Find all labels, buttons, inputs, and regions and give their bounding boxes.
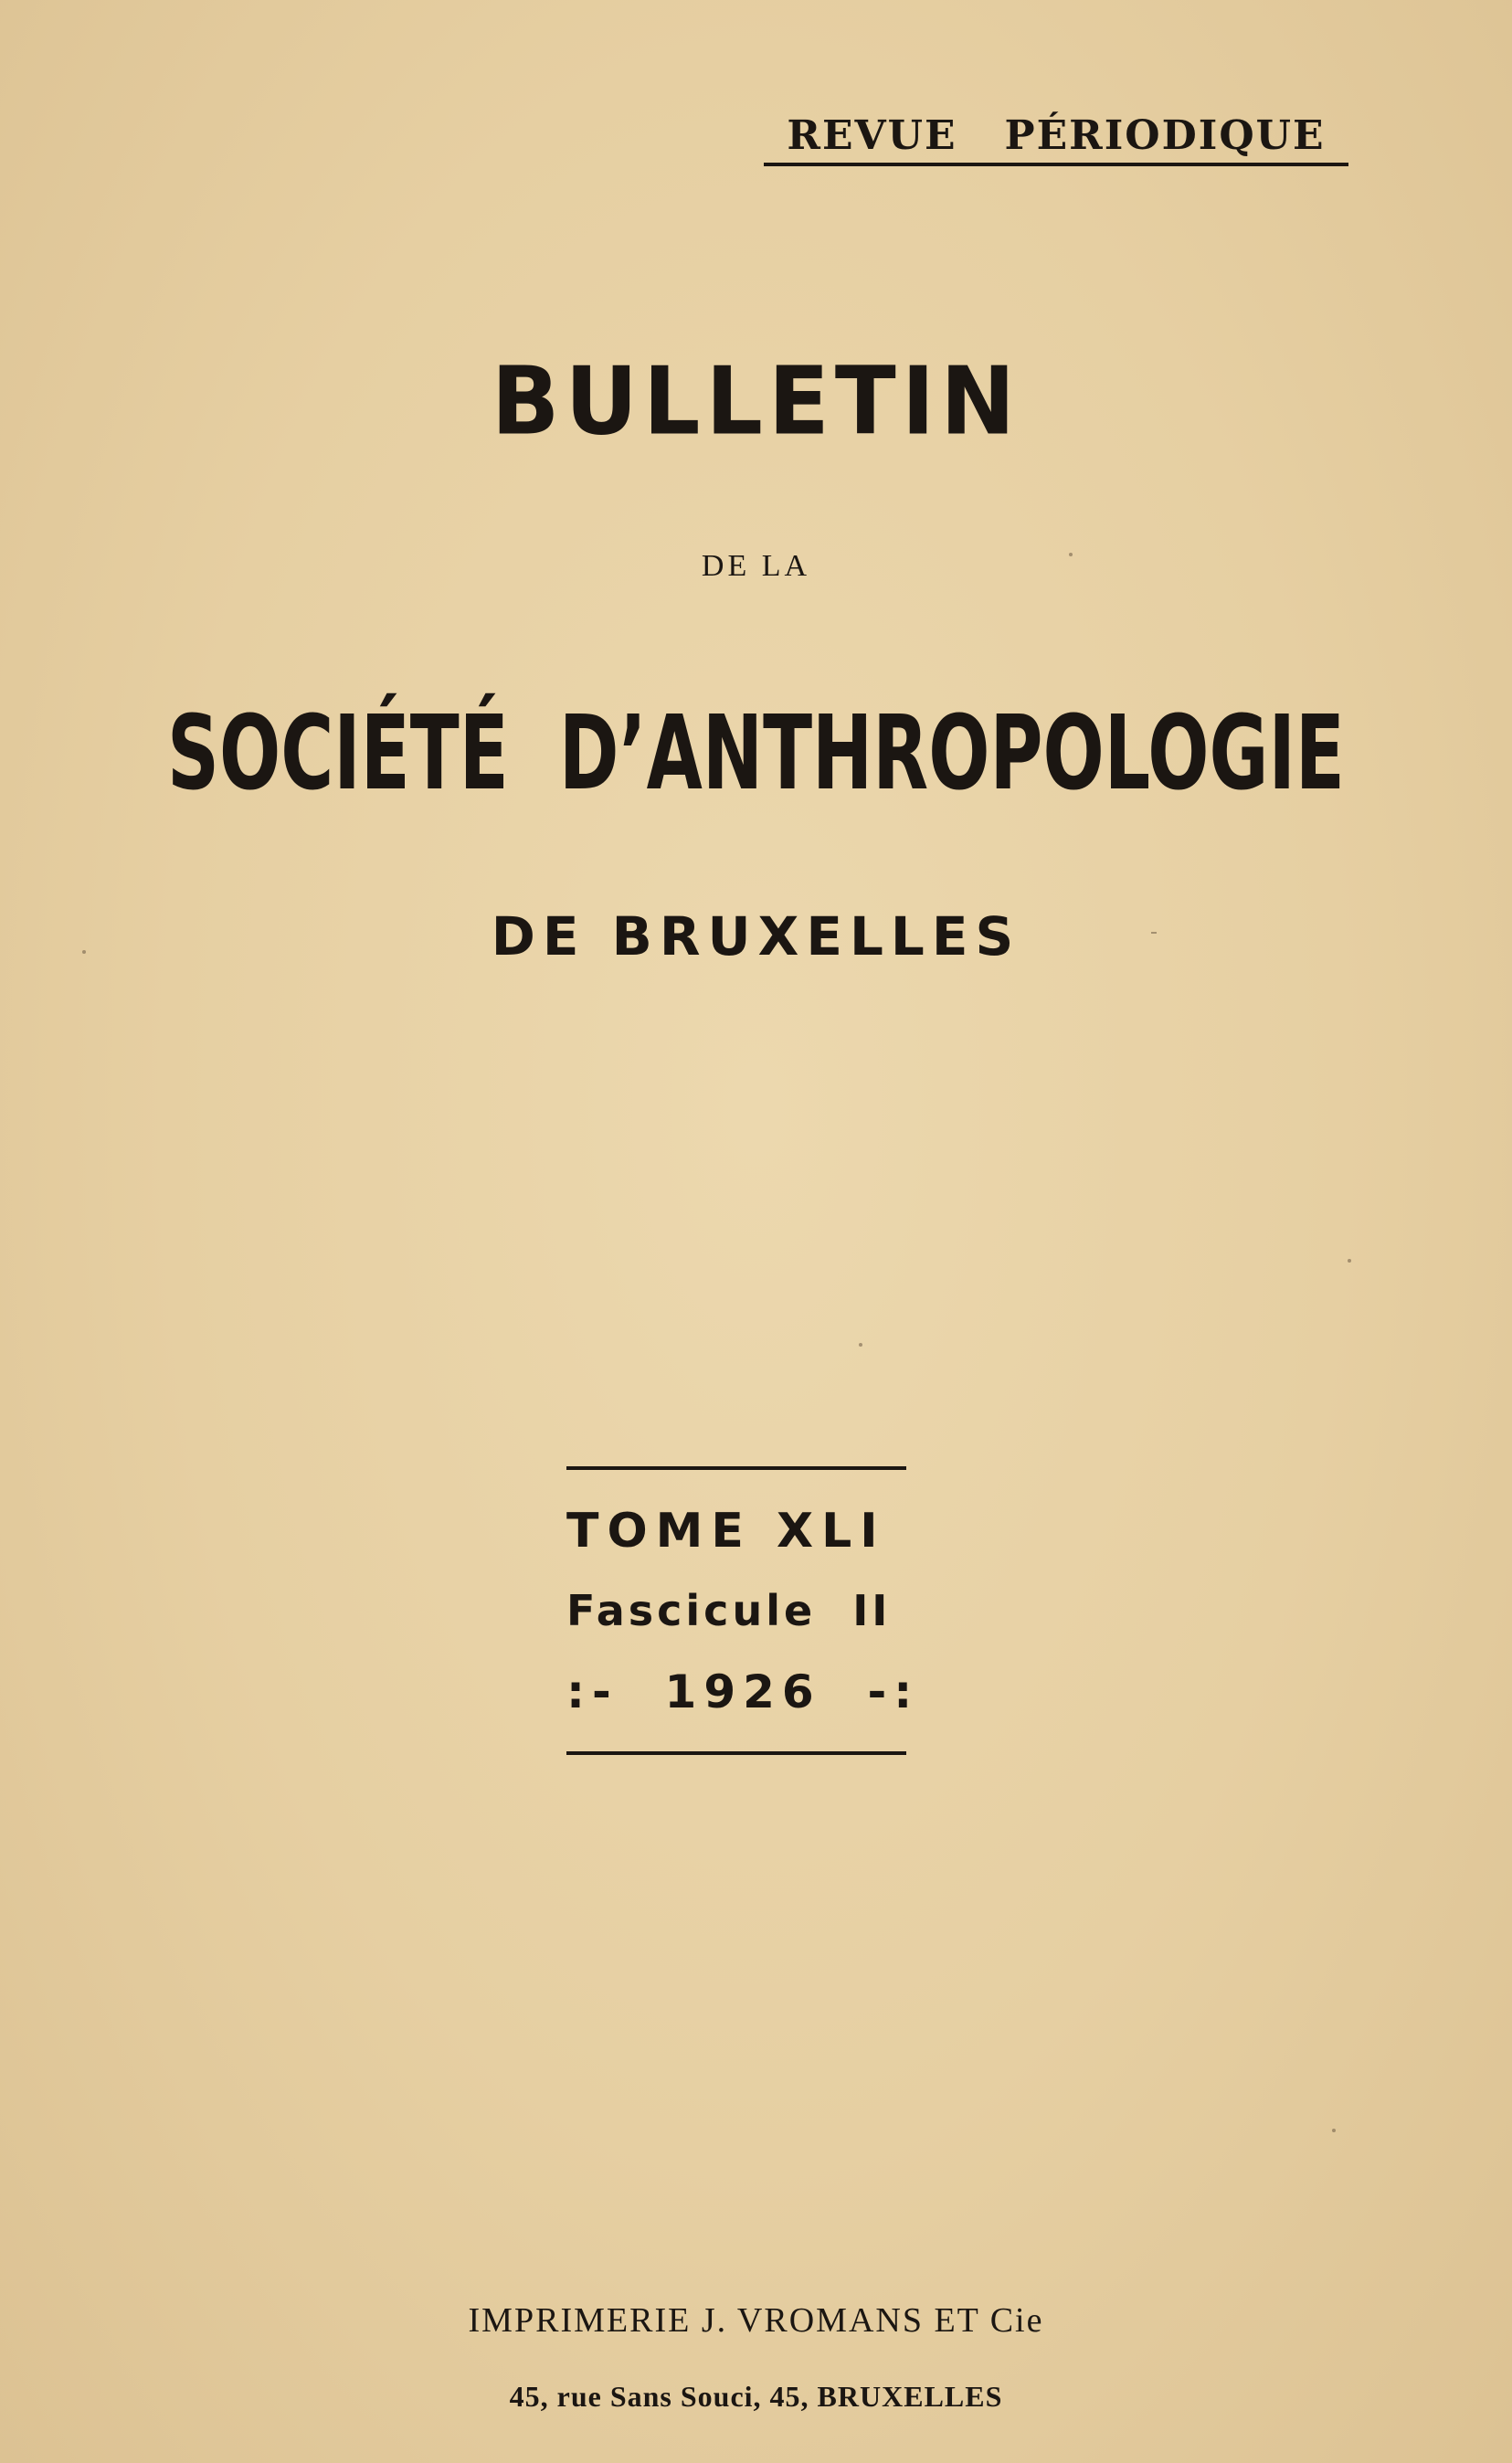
volume-year: :- 1926 -: xyxy=(566,1665,920,1718)
title-bulletin: BULLETIN xyxy=(491,347,1021,457)
title-societe: SOCIÉTÉ D’ANTHROPOLOGIE xyxy=(166,693,1345,813)
volume-fascicule: Fascicule II xyxy=(566,1586,892,1635)
volume-bottom-rule xyxy=(566,1751,906,1755)
series-label: REVUE PÉRIODIQUE xyxy=(787,112,1326,159)
title-de-bruxelles: DE BRUXELLES xyxy=(491,905,1021,967)
paper-speck xyxy=(1348,1259,1351,1263)
title-de-la: DE LA xyxy=(701,549,811,583)
paper-speck xyxy=(1332,2129,1336,2132)
volume-top-rule xyxy=(566,1466,906,1470)
printer-address: 45, rue Sans Souci, 45, BRUXELLES xyxy=(509,2380,1003,2413)
printer-name: IMPRIMERIE J. VROMANS ET Cie xyxy=(468,2301,1044,2340)
series-underline xyxy=(764,163,1348,166)
paper-speck xyxy=(859,1343,862,1347)
volume-tome: TOME XLI xyxy=(566,1504,886,1559)
